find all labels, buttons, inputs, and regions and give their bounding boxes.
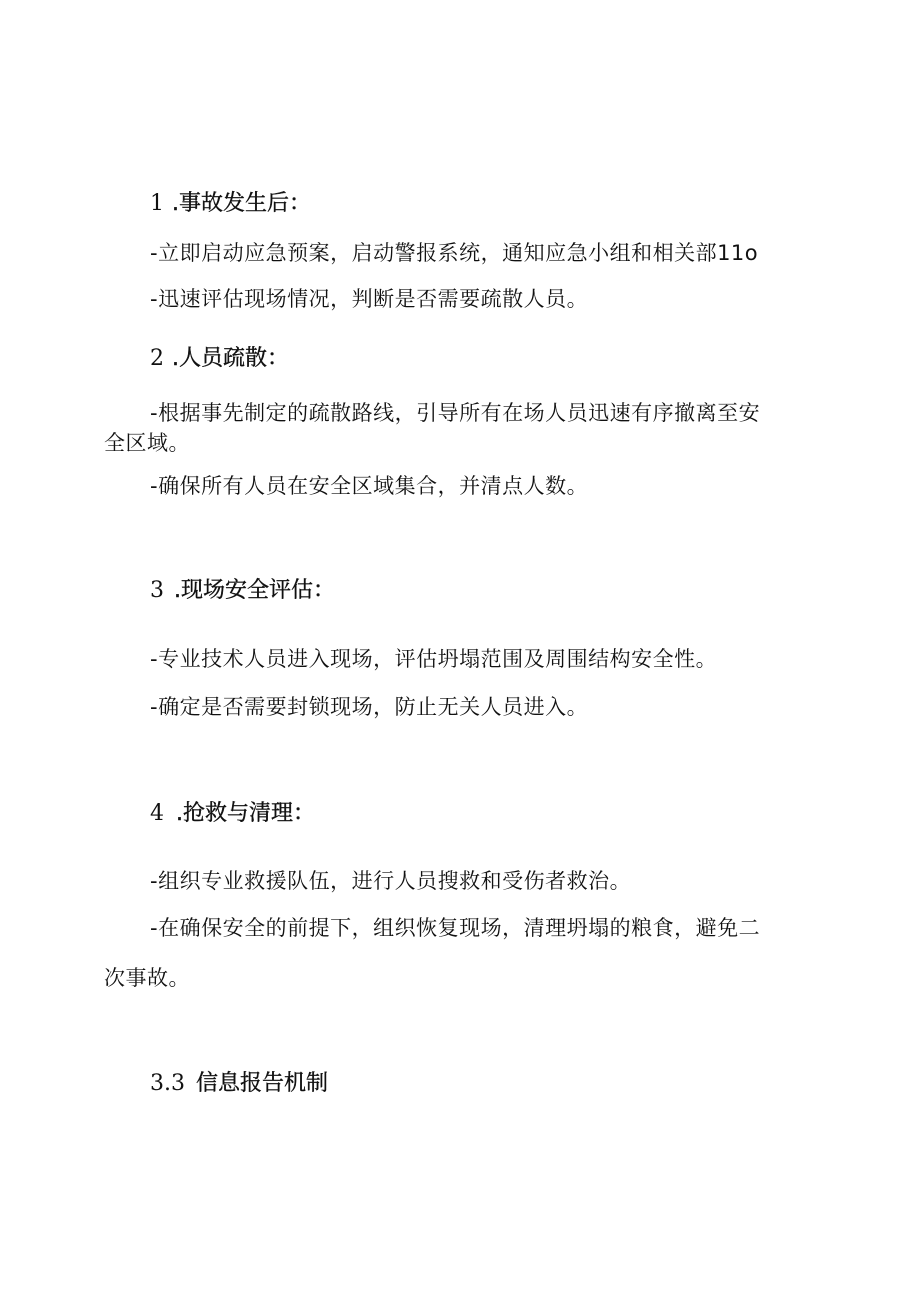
section-2-title: .人员疏散： [172,346,289,371]
subsection-heading [150,1069,328,1099]
section-4-item-2-cont: 次事故。 [104,966,190,990]
section-3-item-2: -确定是否需要封锁现场，防止无关人员进入。 [150,695,589,719]
section-3-item-1: -专业技术人员进入现场，评估坍塌范围及周围结构安全性。 [150,647,718,671]
section-4-title: .抢救与清理： [176,801,315,826]
section-2-heading [150,344,289,374]
section-4-item-1: -组织专业救援队伍，进行人员搜救和受伤者救治。 [150,869,632,893]
section-4-item-2: -在确保安全的前提下，组织恢复现场，清理坍塌的粮食，避免二 [150,916,761,940]
section-1-item-1: -立即启动应急预案，启动警报系统，通知应急小组和相关部11o [150,241,759,265]
section-1-title: .事故发生后： [172,191,311,216]
section-1-number: 1 [150,191,164,216]
section-3-heading [150,576,335,606]
section-2-item-1: -根据事先制定的疏散路线，引导所有在场人员迅速有序撤离至安 [150,401,761,425]
section-2-item-1-cont: 全区域。 [104,431,190,455]
section-3-number: 3 [150,578,164,603]
section-1-item-2: -迅速评估现场情况，判断是否需要疏散人员。 [150,287,589,311]
section-4-heading [150,799,315,829]
subsection-number: 3.3 [150,1071,185,1096]
section-1-heading [150,189,311,219]
section-2-item-2: -确保所有人员在安全区域集合，并清点人数。 [150,474,589,498]
section-4-number: 4 [150,801,164,826]
section-3-title: .现场安全评估： [174,578,335,603]
subsection-title: 信息报告机制 [196,1071,329,1096]
section-2-number: 2 [150,346,164,371]
